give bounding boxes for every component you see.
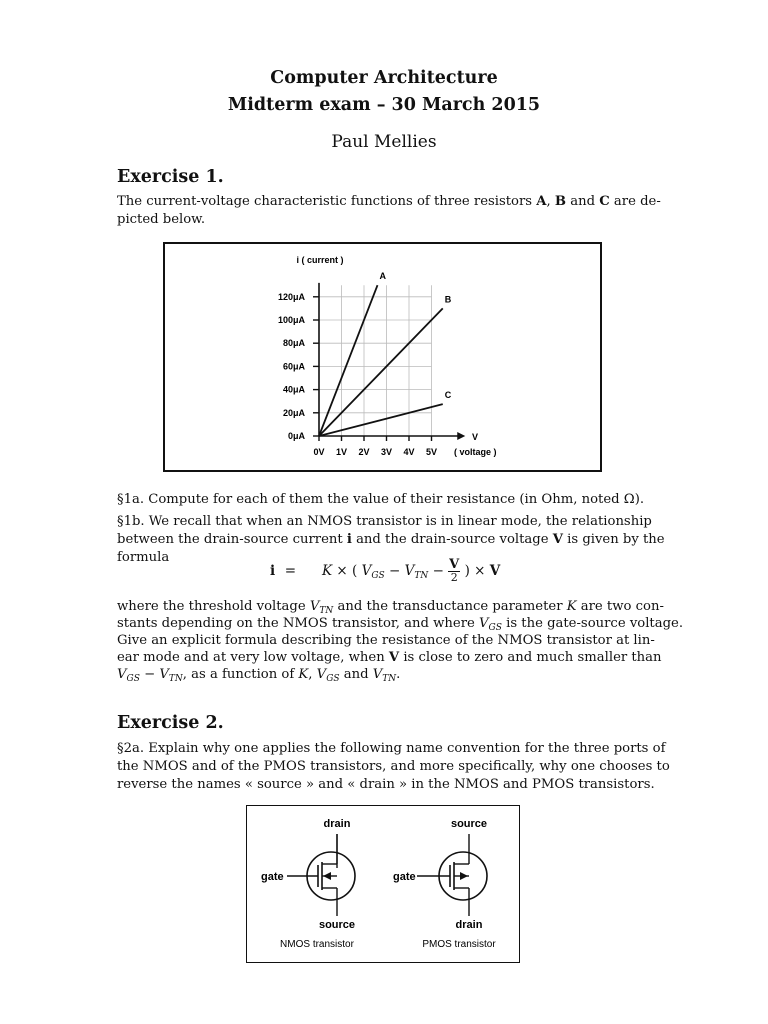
pmos-bottom-label: drain [455, 919, 483, 931]
formula-minus: − [389, 563, 401, 579]
y-tick-label: 120μA [277, 291, 305, 302]
transistor-figure [246, 805, 520, 963]
question-2a-line-3: reverse the names « source » and « drain » in the NMOS and PMOS transistors. [117, 777, 655, 792]
pmos-gate-label: gate [393, 871, 416, 883]
exercise-1-intro-line-2: picted below. [117, 212, 206, 227]
question-2a-line-2: the NMOS and of the PMOS transistors, and more specifically, why one chooses to [117, 759, 670, 774]
formula-k: K [322, 563, 333, 579]
y-tick-label: 100μA [277, 315, 305, 325]
formula-times-2: × [474, 563, 486, 579]
pmos-top-label: source [450, 818, 488, 830]
series-line-c [319, 404, 443, 436]
x-tick-label: 0V [313, 447, 325, 457]
x-axis-arrow [457, 432, 465, 440]
exam-subtitle: Midterm exam – 30 March 2015 [227, 95, 541, 115]
nmos-gate-label: gate [261, 871, 284, 883]
formula-equals: = [284, 563, 297, 579]
question-1b-after-line-4: ear mode and at very low voltage, when V is close to zero and much smaller than [117, 650, 662, 665]
pmos-symbol [393, 818, 496, 950]
question-1b-line-1: §1b. We recall that when an NMOS transistor is in linear mode, the relationship [117, 514, 652, 529]
formula-times: × [336, 563, 348, 579]
question-1b-after-line-3: Give an explicit formula describing the resistance of the NMOS transistor at lin- [117, 633, 655, 648]
series-label-a: A [379, 271, 386, 282]
formula-lhs: i [270, 563, 276, 579]
pmos-caption: PMOS transistor [422, 939, 496, 950]
exercise-2-heading: Exercise 2. [117, 713, 224, 733]
formula-fraction-numerator: V [449, 557, 460, 572]
x-tick-label: 1V [335, 447, 348, 457]
iv-chart-frame [163, 242, 602, 472]
question-1a: §1a. Compute for each of them the value of their resistance (in Ohm, noted Ω). [117, 492, 645, 507]
nmos-top-label: drain [323, 818, 351, 830]
x-axis-sublabel: ( voltage ) [454, 447, 497, 457]
x-tick-label: 5V [425, 447, 438, 457]
y-axis-label: i ( current ) [296, 255, 344, 265]
series-label-b: B [444, 294, 452, 305]
x-tick-label: 3V [380, 447, 393, 457]
series-line-a [319, 285, 378, 436]
exercise-1-heading: Exercise 1. [117, 167, 224, 187]
question-1b-line-3: formula [117, 550, 170, 565]
nmos-current-formula [270, 559, 500, 584]
y-tick-label: 0μA [287, 431, 305, 441]
formula-fraction-denominator: 2 [450, 571, 458, 584]
formula-fraction [448, 559, 460, 584]
formula-minus-2: − [432, 563, 444, 579]
formula-close-paren: ) [464, 563, 470, 579]
exercise-1-intro-line-1: The current-voltage characteristic functions of three resistors A, B and C are de- [117, 194, 661, 209]
series-line-b [319, 308, 443, 436]
x-axis-label: V [472, 432, 479, 442]
question-1b-line-2: between the drain-source current i and the drain-source voltage V is given by the [117, 532, 665, 547]
x-tick-label: 2V [358, 447, 370, 457]
x-tick-label: 4V [403, 447, 415, 457]
formula-vgs-sub: GS [371, 571, 385, 581]
y-tick-label: 40μA [282, 384, 305, 395]
formula-vgs: V [361, 563, 372, 579]
question-1b-after-line-2: stants depending on the NMOS transistor, and where $V_{GS}$ is the gate-source voltage. [117, 616, 684, 633]
question-1b-after-line-1: where the threshold voltage $V_{TN}$ and the transductance parameter K are two con- [117, 599, 664, 616]
iv-chart [165, 244, 600, 470]
formula-vtn: V [404, 563, 415, 579]
formula-open-paren: ( [352, 563, 358, 579]
exam-title: Computer Architecture [270, 68, 498, 88]
nmos-bottom-label: source [318, 919, 356, 931]
series-label-c: C [444, 390, 452, 401]
transistor-symbols [247, 806, 518, 961]
author-name: Paul Mellies [331, 132, 437, 152]
formula-rhs: V [489, 563, 501, 579]
nmos-symbol [261, 818, 355, 950]
y-tick-label: 80μA [282, 338, 305, 349]
y-tick-label: 20μA [282, 407, 305, 418]
question-2a-line-1: §2a. Explain why one applies the following name convention for the three ports of [117, 741, 666, 756]
question-1b-after-line-5: $V_{GS} - V_{TN}$, as a function of K, $V_{GS}$ and $V_{TN}$. [117, 667, 401, 684]
formula-vtn-sub: TN [414, 571, 429, 581]
y-tick-label: 60μA [282, 361, 305, 372]
nmos-caption: NMOS transistor [280, 939, 354, 950]
